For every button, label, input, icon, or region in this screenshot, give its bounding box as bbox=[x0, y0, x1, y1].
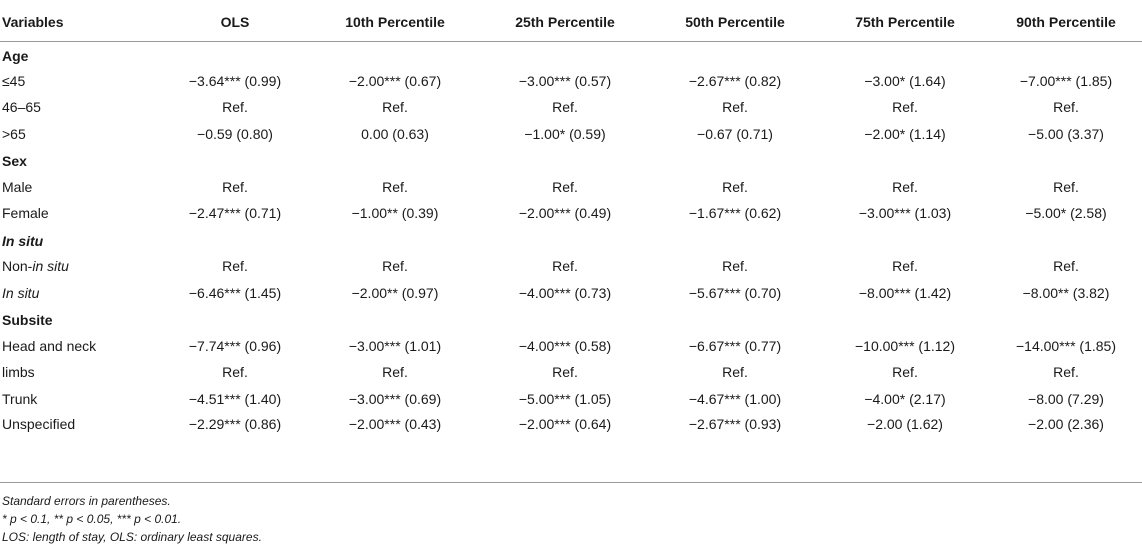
row-label bbox=[0, 280, 160, 307]
table-row bbox=[0, 94, 1142, 121]
cell: Ref. bbox=[222, 364, 248, 381]
row-label: Head and neck bbox=[2, 337, 97, 354]
cell: −3.00*** (0.57) bbox=[518, 72, 612, 89]
table-row bbox=[0, 121, 1142, 148]
cell: −5.00* (2.58) bbox=[1025, 205, 1107, 222]
cell: −2.67*** (0.93) bbox=[688, 416, 782, 433]
header-p50: 50th Percentile bbox=[650, 3, 820, 41]
cell: −5.00*** (1.05) bbox=[518, 390, 612, 407]
table-row bbox=[0, 280, 1142, 307]
cell: Ref. bbox=[1053, 99, 1079, 116]
cell: −2.00* (1.14) bbox=[864, 125, 946, 142]
cell: Ref. bbox=[722, 178, 748, 195]
row-label: Female bbox=[2, 205, 49, 222]
group-title: In situ bbox=[2, 232, 44, 249]
cell: Ref. bbox=[382, 258, 408, 275]
cell: 0.00 (0.63) bbox=[361, 125, 429, 142]
header-variables: Variables bbox=[0, 3, 160, 41]
cell: −6.67*** (0.77) bbox=[688, 337, 782, 354]
row-label: Male bbox=[2, 178, 33, 195]
cell: Ref. bbox=[222, 258, 248, 275]
table-row bbox=[0, 253, 1142, 280]
cell: −8.00 (7.29) bbox=[1028, 390, 1104, 407]
cell: Ref. bbox=[722, 364, 748, 381]
cell: −4.51*** (1.40) bbox=[188, 390, 282, 407]
group-row-subsite bbox=[0, 306, 1142, 333]
cell: Ref. bbox=[222, 178, 248, 195]
cell: Ref. bbox=[382, 364, 408, 381]
cell: −2.29*** (0.86) bbox=[188, 416, 282, 433]
cell: −2.00** (0.97) bbox=[351, 284, 439, 301]
group-title: Age bbox=[2, 47, 29, 64]
cell: −2.67*** (0.82) bbox=[688, 72, 782, 89]
table-row bbox=[0, 333, 1142, 360]
cell: −2.00*** (0.49) bbox=[518, 205, 612, 222]
cell: Ref. bbox=[722, 258, 748, 275]
regression-table bbox=[0, 3, 1142, 439]
row-label: ≤45 bbox=[2, 72, 26, 89]
cell: Ref. bbox=[1053, 178, 1079, 195]
cell: Ref. bbox=[722, 99, 748, 116]
cell: −2.00*** (0.64) bbox=[518, 416, 612, 433]
cell: −7.74*** (0.96) bbox=[188, 337, 282, 354]
cell: −4.00*** (0.58) bbox=[518, 337, 612, 354]
cell: Ref. bbox=[222, 99, 248, 116]
row-label: limbs bbox=[2, 364, 35, 381]
row-label-italic: In situ bbox=[2, 284, 40, 301]
cell: −5.00 (3.37) bbox=[1028, 125, 1104, 142]
header-p90: 90th Percentile bbox=[990, 3, 1142, 41]
cell: Ref. bbox=[1053, 258, 1079, 275]
header-p25: 25th Percentile bbox=[480, 3, 650, 41]
header-row bbox=[0, 3, 1142, 41]
note-abbreviations: LOS: length of stay, OLS: ordinary least squares. bbox=[2, 530, 262, 544]
cell: Ref. bbox=[552, 99, 578, 116]
cell: −1.00** (0.39) bbox=[351, 205, 439, 222]
cell: −8.00** (3.82) bbox=[1022, 284, 1110, 301]
cell: Ref. bbox=[892, 258, 918, 275]
cell: Ref. bbox=[1053, 364, 1079, 381]
cell: −1.67*** (0.62) bbox=[688, 205, 782, 222]
cell: Ref. bbox=[892, 178, 918, 195]
cell: −4.00*** (0.73) bbox=[518, 284, 612, 301]
group-row-age bbox=[0, 41, 1142, 68]
group-row-sex bbox=[0, 147, 1142, 174]
cell: −2.00*** (0.67) bbox=[348, 72, 442, 89]
cell: −14.00*** (1.85) bbox=[1015, 337, 1117, 354]
cell: −3.00*** (0.69) bbox=[348, 390, 442, 407]
cell: −3.00*** (1.01) bbox=[348, 337, 442, 354]
cell: −8.00*** (1.42) bbox=[858, 284, 952, 301]
row-label: Trunk bbox=[2, 390, 38, 407]
table-row bbox=[0, 412, 1142, 439]
cell: −6.46*** (1.45) bbox=[188, 284, 282, 301]
cell: −0.59 (0.80) bbox=[197, 125, 273, 142]
group-title: Sex bbox=[2, 153, 27, 170]
row-label: >65 bbox=[2, 125, 26, 142]
cell: −2.00 (2.36) bbox=[1028, 416, 1104, 433]
row-label: 46–65 bbox=[2, 99, 41, 116]
row-label: Unspecified bbox=[2, 416, 76, 433]
cell: −2.00*** (0.43) bbox=[348, 416, 442, 433]
cell: −10.00*** (1.12) bbox=[854, 337, 956, 354]
group-row-insitu bbox=[0, 227, 1142, 254]
cell: Ref. bbox=[382, 178, 408, 195]
table-row bbox=[0, 68, 1142, 95]
table-bottom-rule bbox=[0, 482, 1142, 483]
header-ols: OLS bbox=[160, 3, 310, 41]
group-title: Subsite bbox=[2, 312, 53, 329]
cell: −3.64*** (0.99) bbox=[188, 72, 282, 89]
cell: Ref. bbox=[552, 178, 578, 195]
header-p10: 10th Percentile bbox=[310, 3, 480, 41]
cell: −3.00* (1.64) bbox=[864, 72, 946, 89]
note-standard-errors: Standard errors in parentheses. bbox=[2, 494, 171, 508]
cell: −2.00 (1.62) bbox=[867, 416, 943, 433]
cell: −1.00* (0.59) bbox=[524, 125, 606, 142]
table-row bbox=[0, 359, 1142, 386]
cell: Ref. bbox=[892, 99, 918, 116]
cell: −3.00*** (1.03) bbox=[858, 205, 952, 222]
cell: Ref. bbox=[552, 364, 578, 381]
table-row bbox=[0, 386, 1142, 413]
row-label-prefix: Non- bbox=[2, 258, 33, 275]
table-row bbox=[0, 200, 1142, 227]
header-p75: 75th Percentile bbox=[820, 3, 990, 41]
row-label bbox=[0, 253, 160, 280]
row-label-italic: in situ bbox=[32, 258, 69, 275]
cell: −4.67*** (1.00) bbox=[688, 390, 782, 407]
cell: −0.67 (0.71) bbox=[697, 125, 773, 142]
cell: Ref. bbox=[552, 258, 578, 275]
cell: −4.00* (2.17) bbox=[864, 390, 946, 407]
cell: Ref. bbox=[382, 99, 408, 116]
note-significance: * p < 0.1, ** p < 0.05, *** p < 0.01. bbox=[2, 512, 182, 526]
cell: −2.47*** (0.71) bbox=[188, 205, 282, 222]
table-row bbox=[0, 174, 1142, 201]
cell: −5.67*** (0.70) bbox=[688, 284, 782, 301]
table-notes bbox=[2, 492, 262, 546]
cell: −7.00*** (1.85) bbox=[1019, 72, 1113, 89]
cell: Ref. bbox=[892, 364, 918, 381]
